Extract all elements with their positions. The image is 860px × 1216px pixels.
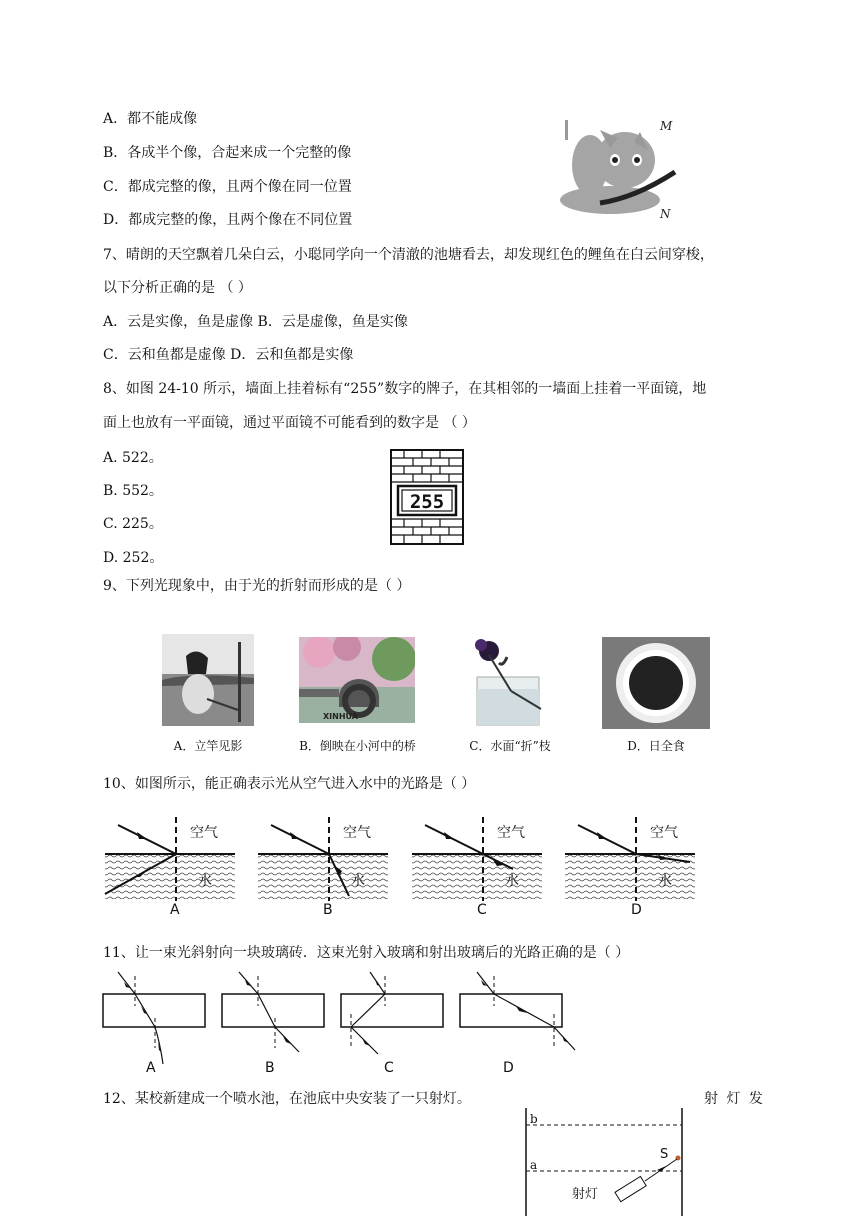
q9-caption-b: B．倒映在小河中的桥 xyxy=(299,739,416,753)
q6-option-d: D．都成完整的像，且两个像在不同位置 xyxy=(103,212,353,228)
q10-label-d: D xyxy=(631,902,642,918)
q10-label-b: B xyxy=(323,902,333,918)
q10-water-label-b: 水 xyxy=(351,873,365,889)
q6-option-b: B．各成半个像，合起来成一个完整的像 xyxy=(103,145,352,161)
level-label-a: a xyxy=(530,1158,538,1172)
q11-label-c: C xyxy=(384,1060,394,1076)
q10-water-label-a: 水 xyxy=(198,873,212,889)
q10-label-a: A xyxy=(170,902,180,918)
q10-air-label-c: 空气 xyxy=(497,825,525,841)
q7-stem-line1: 7、晴朗的天空飘着几朵白云，小聪同学向一个清澈的池塘看去，却发现红色的鲤鱼在白云间穿梭， xyxy=(103,247,714,263)
q6-option-a: A．都不能成像 xyxy=(103,111,198,127)
q7-stem-line2: 以下分析正确的是 （ ） xyxy=(103,280,252,296)
q6-option-c: C．都成完整的像，且两个像在同一位置 xyxy=(103,179,352,195)
q11-panel-c xyxy=(341,972,443,1054)
level-label-b: b xyxy=(530,1112,538,1126)
q8-stem-line2: 面上也放有一平面镜，通过平面镜不可能看到的数字是 （ ） xyxy=(103,415,476,431)
wall-sign-number: 255 xyxy=(409,491,445,513)
q10-water-label-c: 水 xyxy=(505,873,519,889)
q11-panel-a xyxy=(103,972,205,1064)
q12-stem-tail: 射 灯 发 xyxy=(704,1091,765,1107)
q8-option-a: A. 522。 xyxy=(103,450,163,466)
q11-stem: 11、让一束光斜射向一块玻璃砖．这束光射入玻璃和射出玻璃后的光路正确的是（ ） xyxy=(103,945,630,961)
q11-label-d: D xyxy=(503,1060,514,1076)
q8-option-c: C. 225。 xyxy=(103,516,163,532)
q9-photo-bent-stick xyxy=(463,637,555,727)
q12-stem: 12、某校新建成一个喷水池，在池底中央安装了一只射灯。 xyxy=(103,1091,471,1107)
q10-stem: 10、如图所示，能正确表示光从空气进入水中的光路是（ ） xyxy=(103,776,476,792)
q11-label-a: A xyxy=(146,1060,156,1076)
q11-panel-b xyxy=(222,972,324,1052)
q11-panel-d xyxy=(460,972,575,1050)
q9-caption-d: D．日全食 xyxy=(627,739,685,753)
q9-caption-c: C．水面“折”枝 xyxy=(469,739,551,753)
q10-air-label-d: 空气 xyxy=(650,825,678,841)
mirror-label-m: M xyxy=(660,119,673,133)
q10-air-label-b: 空气 xyxy=(343,825,371,841)
q12-fountain-pool-figure xyxy=(520,1108,695,1216)
q7-options-row2: C．云和鱼都是虚像 D．云和鱼都是实像 xyxy=(103,347,354,363)
q6-cat-mirror-figure xyxy=(540,110,690,225)
q8-option-d: D. 252。 xyxy=(103,550,164,566)
q8-stem-line1: 8、如图 24-10 所示，墙面上挂着标有“255”数字的牌子，在其相邻的一墙面上挂着一平面镜，地 xyxy=(103,381,707,397)
lamp-label: 射灯 xyxy=(572,1187,599,1202)
q9-stem: 9、下列光现象中，由于光的折射而形成的是（ ） xyxy=(103,578,411,594)
q7-options-row1: A．云是实像，鱼是虚像 B．云是虚像，鱼是实像 xyxy=(103,314,408,330)
q9-caption-a: A．立竿见影 xyxy=(173,739,243,753)
q11-glass-brick-diagrams xyxy=(100,968,590,1068)
q9-photo-solar-eclipse xyxy=(602,637,710,729)
q10-water-label-d: 水 xyxy=(658,873,672,889)
point-label-s: S xyxy=(660,1147,669,1162)
q9-photo-bridge-reflection xyxy=(299,637,415,723)
q9-photo-pole-shadow xyxy=(162,634,254,726)
mirror-label-n: N xyxy=(660,207,671,221)
q11-label-b: B xyxy=(265,1060,275,1076)
xinhua-watermark: XINHUA xyxy=(323,712,358,721)
q8-option-b: B. 552。 xyxy=(103,483,163,499)
q10-air-label-a: 空气 xyxy=(190,825,218,841)
q8-brick-wall-figure xyxy=(390,449,464,545)
q10-label-c: C xyxy=(477,902,487,918)
